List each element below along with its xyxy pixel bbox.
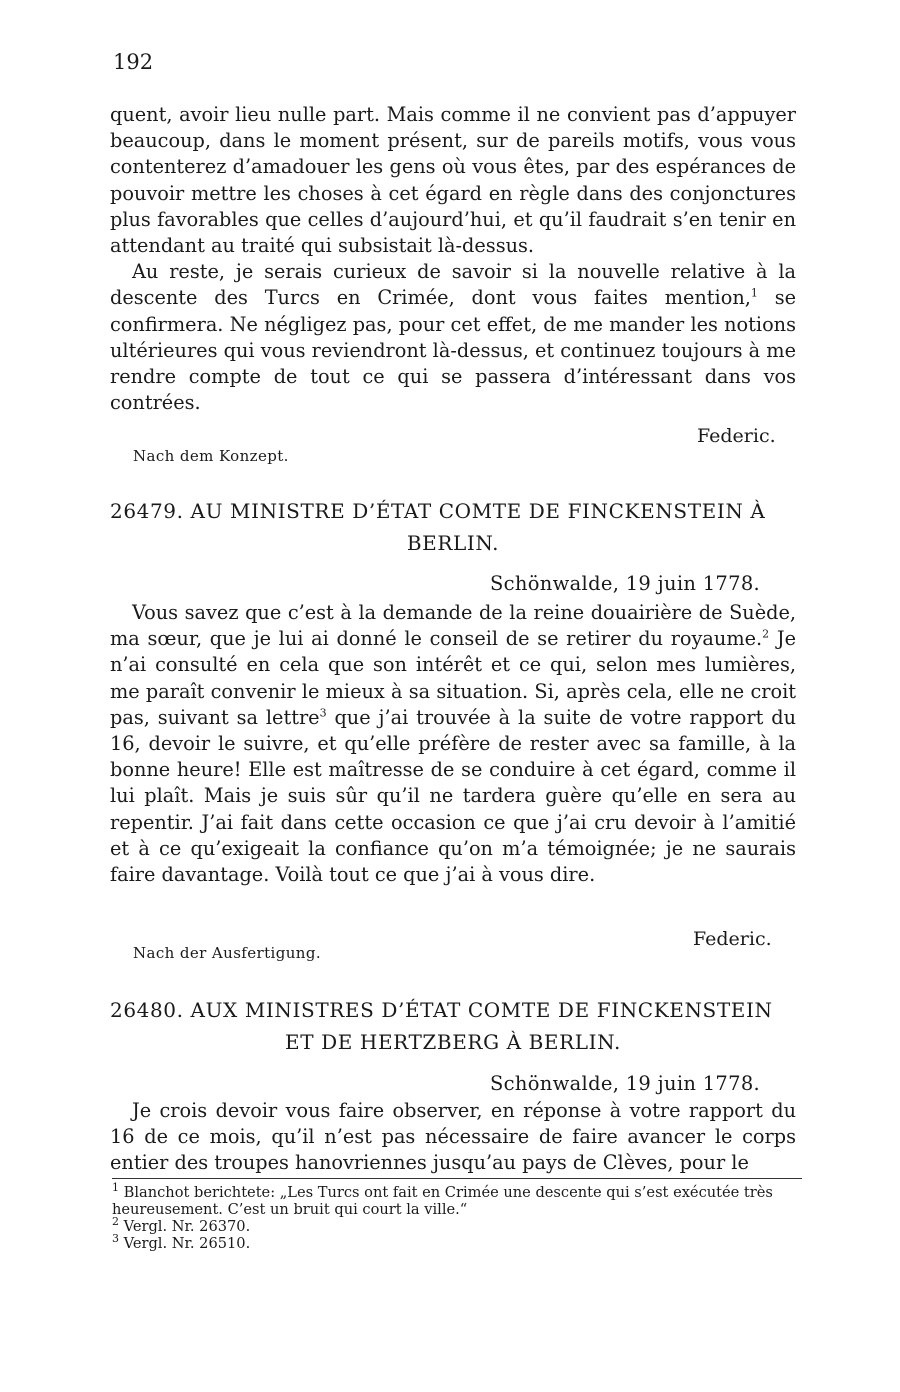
footnote-text: Vergl. Nr. 26510. bbox=[123, 1235, 251, 1252]
source-note: Nach der Ausfertigung. bbox=[133, 944, 322, 962]
heading-line: ET DE HERTZBERG À BERLIN. bbox=[285, 1030, 621, 1054]
footnote bbox=[112, 1181, 796, 1218]
footnote bbox=[112, 1232, 796, 1252]
footnote-mark: 1 bbox=[112, 1181, 119, 1195]
paragraph-text: Au reste, je serais curieux de savoir si la nouvelle relative à la descente des Turcs en Crimée, dont vous faites mention, bbox=[110, 260, 796, 310]
previous-letter-body bbox=[110, 102, 796, 416]
footnote bbox=[112, 1215, 796, 1235]
paragraph-text: Je n’ai consulté en cela que son intérêt et ce qui, selon mes lumières, me paraît convenir le mieux à sa situation. Si, après cela, elle ne croit pas, suivant sa lettre bbox=[110, 627, 796, 729]
page-number: 192 bbox=[113, 50, 154, 74]
letter-heading bbox=[110, 495, 796, 559]
letter-date: Schönwalde, 19 juin 1778. bbox=[490, 1072, 761, 1095]
footnote-text: Blanchot berichtete: „Les Turcs ont fait en Crimée une descente qui s’est exécutée très heureusement. C’est un bruit qui court la ville.“ bbox=[112, 1184, 773, 1218]
heading-line: 26480. AUX MINISTRES D’ÉTAT COMTE DE FINCKENSTEIN bbox=[110, 998, 773, 1022]
letter-body bbox=[110, 600, 796, 888]
signature: Federic. bbox=[693, 928, 772, 950]
footnote-mark: 2 bbox=[112, 1215, 119, 1229]
source-note: Nach dem Konzept. bbox=[133, 447, 289, 465]
paragraph bbox=[110, 259, 796, 416]
letter-date: Schönwalde, 19 juin 1778. bbox=[490, 572, 761, 595]
paragraph-text: que j’ai trouvée à la suite de votre rapport du 16, devoir le suivre, et qu’elle préfère de rester avec sa famille, à la bonne heure! Elle est maîtresse de se conduire à cet égard, comme il lui plaît. Mais je suis sûr qu’il ne tardera guère qu’elle en sera au repentir. J’ai fait dans cette occasion ce que j’ai cru devoir à l’amitié et à ce qu’exigeait la confiance qu’on m’a témoignée; je ne saurais faire davantage. Voilà tout ce que j’ai à vous dire. bbox=[110, 705, 797, 887]
footnote-ref: 2 bbox=[762, 627, 770, 641]
letter-body bbox=[110, 1098, 796, 1177]
heading-line: BERLIN. bbox=[406, 531, 500, 555]
signature: Federic. bbox=[697, 425, 776, 447]
footnotes bbox=[112, 1181, 796, 1252]
heading-line: 26479. AU MINISTRE D’ÉTAT COMTE DE FINCKENSTEIN À bbox=[110, 499, 766, 523]
letter-heading bbox=[110, 994, 796, 1058]
footnote-text: Vergl. Nr. 26370. bbox=[123, 1218, 251, 1235]
paragraph: quent, avoir lieu nulle part. Mais comme il ne convient pas d’appuyer beaucoup, dans le moment présent, sur de pareils motifs, vous vous contenterez d’amadouer les gens où vous êtes, par des espérances de pouvoir mettre les choses à cet égard en règle dans des conjonctures plus favorables que celles d’aujourd’hui, et qu’il faudrait s’en tenir en attendant au traité qui subsistait là-dessus. bbox=[110, 103, 796, 258]
paragraph-text: se confirmera. Ne négligez pas, pour cet effet, de me mander les notions ultérieures qui vous reviendront là-dessus, et continuez toujours à me rendre compte de tout ce qui se passera d’intéressant dans vos contrées. bbox=[110, 286, 797, 415]
paragraph-text: Vous savez que c’est à la demande de la reine douairière de Suède, ma sœur, que je lui ai donné le conseil de se retirer du royaume. bbox=[110, 601, 796, 651]
paragraph bbox=[110, 600, 796, 888]
paragraph: Je crois devoir vous faire observer, en réponse à votre rapport du 16 de ce mois, qu’il n’est pas nécessaire de faire avancer le corps entier des troupes hanovriennes jusqu’au pays de Clèves, pour le bbox=[110, 1099, 796, 1175]
footnote-mark: 3 bbox=[112, 1232, 119, 1246]
footnote-divider bbox=[112, 1178, 802, 1179]
footnote-ref: 3 bbox=[319, 706, 327, 720]
footnote-ref: 1 bbox=[750, 287, 758, 300]
